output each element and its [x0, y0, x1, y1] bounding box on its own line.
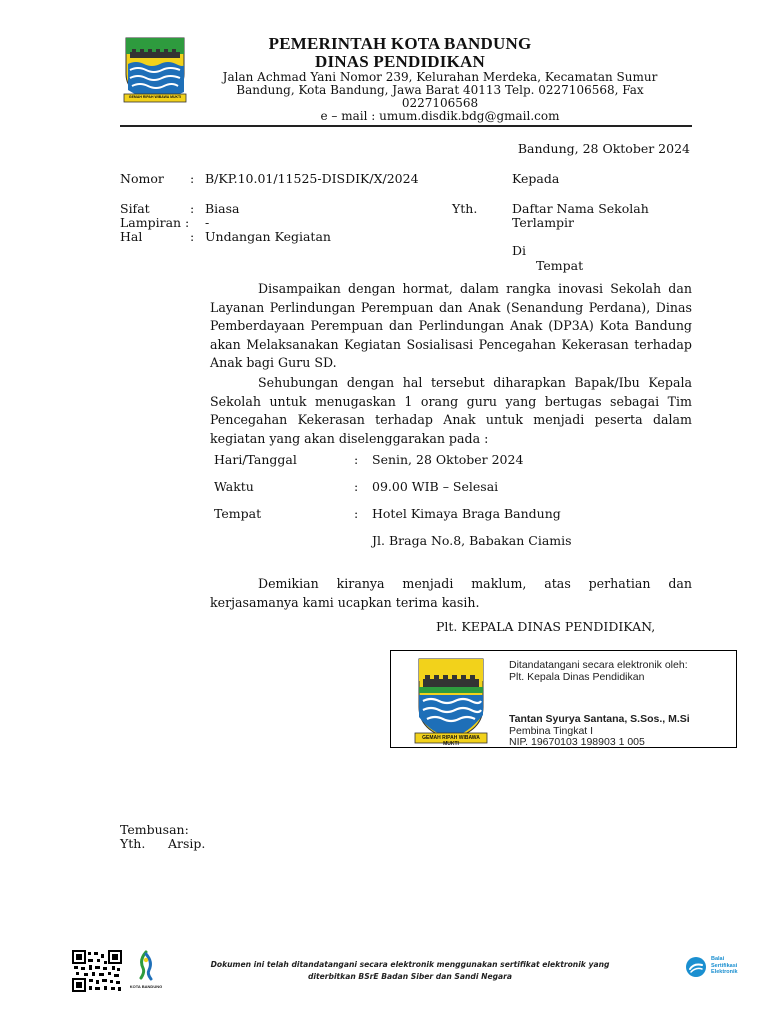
- nomor-label: Nomor: [120, 171, 164, 186]
- paragraph-request: Sehubungan dengan hal tersebut diharapkan Bapak/Ibu Kepala Sekolah untuk menugaskan 1 orang guru yang bertugas sebagai Tim Pencegahan Kekerasan terhadap Anak untuk menjadi peserta dalam kegiatan yang akan diselenggarakan pada :: [210, 375, 692, 446]
- hal-value: Undangan Kegiatan: [205, 229, 331, 244]
- sifat-label: Sifat: [120, 201, 150, 216]
- letterhead-rule: [120, 125, 692, 127]
- letterhead-department: DINAS PENDIDIKAN: [315, 52, 485, 71]
- paragraph-closing: Demikian kiranya menjadi maklum, atas perhatian dan kerjasamanya kami ucapkan terima kasih.: [210, 576, 692, 610]
- sifat-colon: :: [190, 201, 195, 216]
- electronic-signature-box: [390, 650, 737, 748]
- lampiran-label: Lampiran :: [120, 215, 190, 230]
- city-crest-logo: [122, 34, 188, 104]
- tembusan-yth: Yth.: [120, 836, 146, 851]
- nomor-value: B/KP.10.01/11525-DISDIK/X/2024: [205, 171, 419, 186]
- signature-crest-logo: [413, 655, 489, 745]
- schedule-waktu-label: Waktu: [214, 479, 254, 494]
- kota-bandung-logo-text: KOTA BANDUNG: [129, 984, 163, 989]
- letter-date: Bandung, 28 Oktober 2024: [517, 141, 690, 156]
- sifat-value: Biasa: [205, 201, 240, 216]
- recipient-line-2: Terlampir: [512, 215, 575, 230]
- kepada-label: Kepada: [512, 171, 560, 186]
- recipient-di: Di: [512, 243, 527, 258]
- letterhead-government: PEMERINTAH KOTA BANDUNG: [268, 34, 532, 53]
- schedule-tempat-colon: :: [354, 506, 359, 521]
- bsre-text-line-3: Elektronik: [711, 969, 738, 975]
- paragraph-intro: Disampaikan dengan hormat, dalam rangka inovasi Sekolah dan Layanan Perlindungan Perempuan dan Anak (Senandung Perdana), Dinas Pemberdayaan Perempuan dan Perlindungan Anak (DP3A) Kota Bandung akan Melaksanakan Kegiatan Sosialisasi Pencegahan Kekerasan terhadap Anak bagi Guru SD.: [210, 281, 692, 370]
- schedule-tempat-label: Tempat: [214, 506, 262, 521]
- schedule-tempat-value: Hotel Kimaya Braga Bandung: [372, 506, 561, 521]
- letterhead-address-1: Jalan Achmad Yani Nomor 239, Kelurahan Merdeka, Kecamatan Sumur: [222, 70, 658, 84]
- tembusan-item: Arsip.: [168, 836, 206, 851]
- schedule-hari-value: Senin, 28 Oktober 2024: [372, 452, 524, 467]
- signer-rank: Pembina Tingkat I: [509, 725, 594, 737]
- footer-note-line-1: Dokumen ini telah ditandatangani secara elektronik menggunakan sertifikat elektronik yang: [210, 960, 610, 969]
- signature-title: Plt. KEPALA DINAS PENDIDIKAN,: [436, 619, 656, 634]
- schedule-waktu-value: 09.00 WIB – Selesai: [372, 479, 499, 494]
- nomor-colon: :: [190, 171, 195, 186]
- letterhead-address-2: Bandung, Kota Bandung, Jawa Barat 40113 Telp. 0227106568, Fax: [236, 83, 644, 97]
- schedule-hari-colon: :: [354, 452, 359, 467]
- hal-colon: :: [190, 229, 195, 244]
- tembusan-label: Tembusan:: [120, 822, 189, 837]
- bsre-text-line-1: Balai: [711, 956, 725, 962]
- bsre-logo-text: [711, 956, 738, 976]
- bsre-logo-icon: [684, 955, 708, 979]
- bsre-text-line-2: Sertifikasi: [711, 962, 738, 969]
- schedule-hari-label: Hari/Tanggal: [214, 452, 297, 467]
- footer-note-line-2: diterbitkan BSrE Badan Siber dan Sandi Negara: [307, 972, 513, 981]
- signer-nip: NIP. 19670103 198903 1 005: [509, 736, 645, 748]
- signature-crest-motto: GEMAH RIPAH WIBAWA MUKTI: [422, 735, 480, 747]
- recipient-line-1: Daftar Nama Sekolah: [512, 201, 649, 216]
- hal-label: Hal: [120, 229, 143, 244]
- letterhead-address-3: 0227106568: [401, 96, 479, 110]
- schedule-tempat-address: Jl. Braga No.8, Babakan Ciamis: [372, 533, 572, 548]
- qr-code-icon: [72, 950, 122, 992]
- kota-bandung-logo-icon: [131, 950, 161, 982]
- schedule-waktu-colon: :: [354, 479, 359, 494]
- signer-name: Tantan Syurya Santana, S.Sos., M.Si: [509, 713, 690, 725]
- letterhead-email: e – mail : umum.disdik.bdg@gmail.com: [320, 109, 560, 123]
- recipient-tempat: Tempat: [536, 258, 584, 273]
- signed-by-label: Ditandatangani secara elektronik oleh:: [509, 659, 688, 671]
- crest-motto: GEMAH RIPAH WIBAWA MUKTI: [128, 95, 182, 99]
- signer-position: Plt. Kepala Dinas Pendidikan: [509, 671, 645, 683]
- yth-label: Yth.: [452, 201, 478, 216]
- lampiran-value: -: [205, 215, 210, 230]
